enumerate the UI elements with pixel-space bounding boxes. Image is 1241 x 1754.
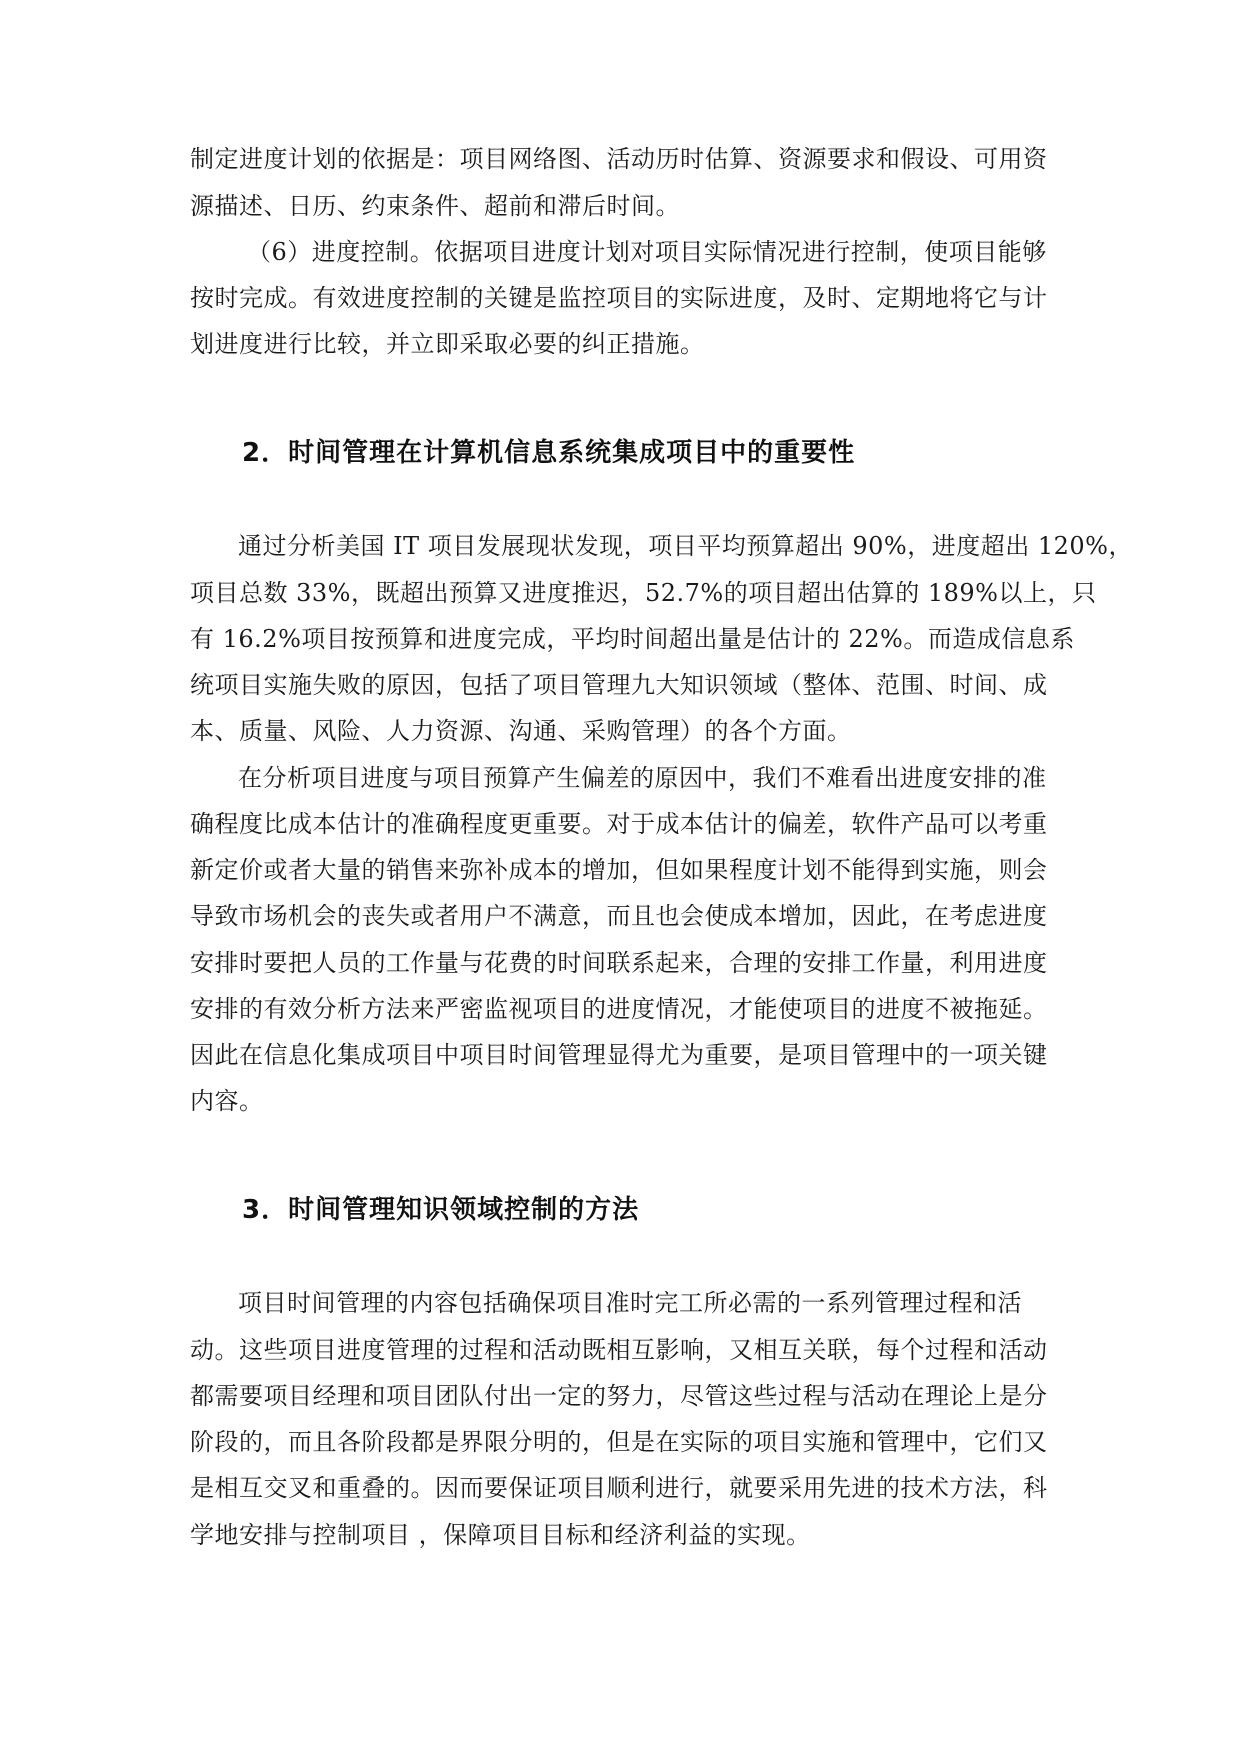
body-text-line: 导致市场机会的丧失或者用户不满意，而且也会使成本增加，因此，在考虑进度 bbox=[190, 902, 1048, 930]
body-text-line: 制定进度计划的依据是：项目网络图、活动历时估算、资源要求和假设、可用资 bbox=[190, 145, 1048, 173]
body-text-line: 安排时要把人员的工作量与花费的时间联系起来，合理的安排工作量，利用进度 bbox=[190, 949, 1048, 977]
body-text-line: 内容。 bbox=[190, 1087, 264, 1115]
body-text-line: 源描述、日历、约束条件、超前和滞后时间。 bbox=[190, 192, 680, 220]
body-text-line: 通过分析美国 IT 项目发展现状发现，项目平均预算超出 90%，进度超出 120%， bbox=[238, 532, 1133, 560]
body-text-line: 项目总数 33%，既超出预算又进度推迟，52.7%的项目超出估算的 189%以上，只 bbox=[190, 579, 1097, 607]
body-text-line: 按时完成。有效进度控制的关键是监控项目的实际进度，及时、定期地将它与计 bbox=[190, 284, 1048, 312]
section-heading: 3．时间管理知识领域控制的方法 bbox=[242, 1195, 640, 1225]
body-text-line: 本、质量、风险、人力资源、沟通、采购管理）的各个方面。 bbox=[190, 717, 852, 745]
body-text-line: 动。这些项目进度管理的过程和活动既相互影响，又相互关联，每个过程和活动 bbox=[190, 1336, 1048, 1364]
body-text-line: （6）进度控制。依据项目进度计划对项目实际情况进行控制，使项目能够 bbox=[247, 238, 1047, 266]
body-text-line: 确程度比成本估计的准确程度更重要。对于成本估计的偏差，软件产品可以考重 bbox=[190, 810, 1048, 838]
body-text-line: 划进度进行比较，并立即采取必要的纠正措施。 bbox=[190, 330, 705, 358]
body-text-line: 都需要项目经理和项目团队付出一定的努力，尽管这些过程与活动在理论上是分 bbox=[190, 1382, 1048, 1410]
body-text-line: 统项目实施失败的原因，包括了项目管理九大知识领域（整体、范围、时间、成 bbox=[190, 671, 1048, 699]
body-text-line: 有 16.2%项目按预算和进度完成，平均时间超出量是估计的 22%。而造成信息系 bbox=[190, 625, 1075, 653]
section-heading: 2．时间管理在计算机信息系统集成项目中的重要性 bbox=[242, 438, 856, 468]
body-text-line: 新定价或者大量的销售来弥补成本的增加，但如果程度计划不能得到实施，则会 bbox=[190, 856, 1048, 884]
body-text-line: 是相互交叉和重叠的。因而要保证项目顺利进行，就要采用先进的技术方法，科 bbox=[190, 1474, 1048, 1502]
body-text-line: 因此在信息化集成项目中项目时间管理显得尤为重要，是项目管理中的一项关键 bbox=[190, 1041, 1048, 1069]
body-text-line: 学地安排与控制项目 ，保障项目目标和经济利益的实现。 bbox=[190, 1521, 811, 1549]
body-text-line: 在分析项目进度与项目预算产生偏差的原因中，我们不难看出进度安排的准 bbox=[238, 764, 1047, 792]
body-text-line: 阶段的，而且各阶段都是界限分明的，但是在实际的项目实施和管理中，它们又 bbox=[190, 1428, 1048, 1456]
body-text-line: 项目时间管理的内容包括确保项目准时完工所必需的一系列管理过程和活 bbox=[238, 1289, 1022, 1317]
body-text-line: 安排的有效分析方法来严密监视项目的进度情况，才能使项目的进度不被拖延。 bbox=[190, 995, 1048, 1023]
